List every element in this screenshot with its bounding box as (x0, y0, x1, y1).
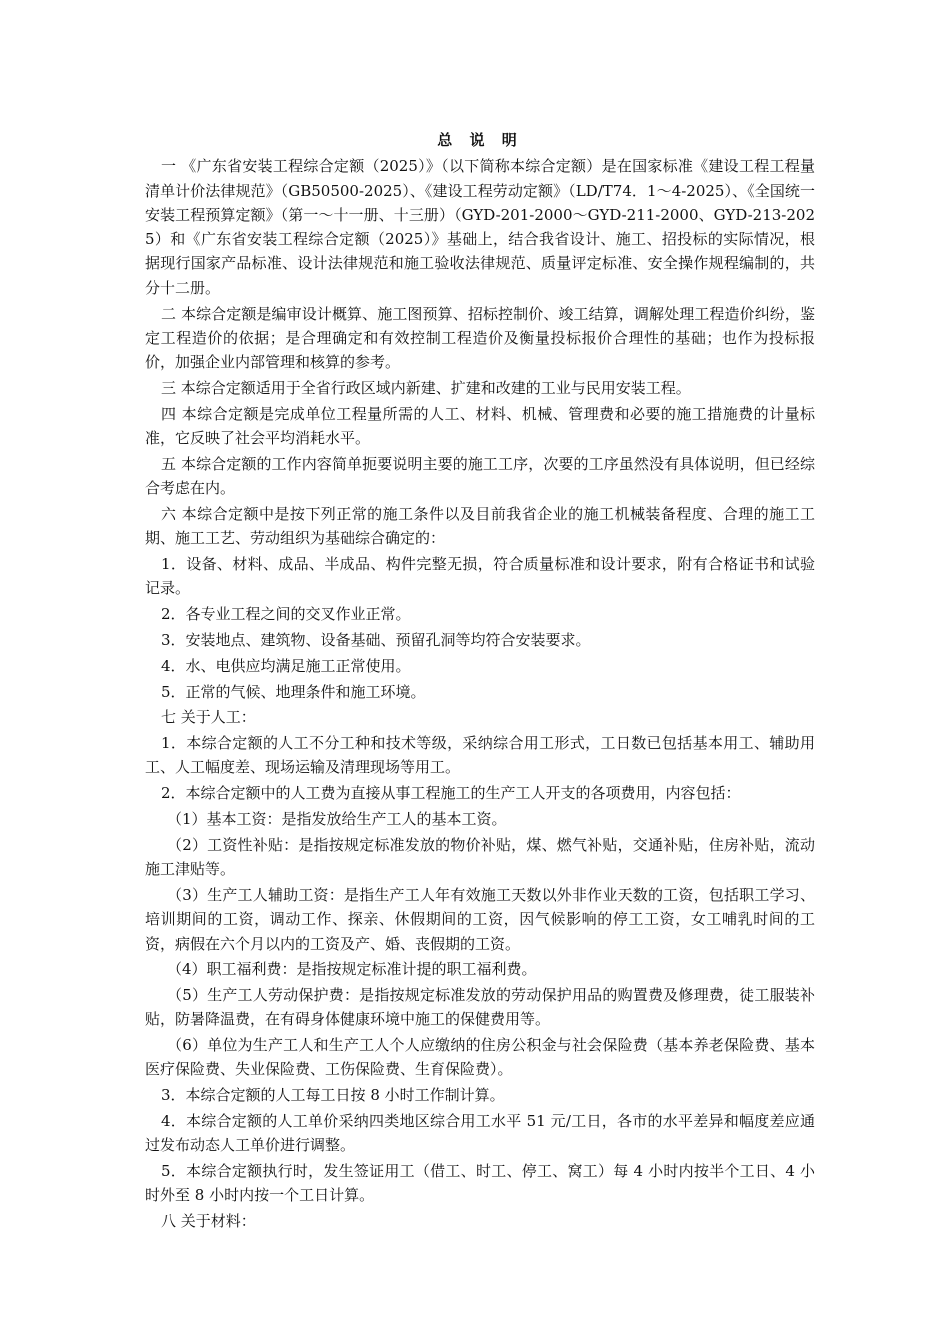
list-item-labor-2-1: （1）基本工资：是指发放给生产工人的基本工资。 (167, 810, 507, 829)
document-title: 总 说 明 (437, 131, 523, 149)
list-item-labor-2-5: （5）生产工人劳动保护费：是指按规定标准发放的劳动保护用品的购置费及修理费，徒工服装补贴，防暑降温费，在有碍身体健康环境中施工的保健费用等。 (145, 986, 815, 1029)
list-item-labor-2-6: （6）单位为生产工人和生产工人个人应缴纳的住房公积金与社会保险费（基本养老保险费、基本医疗保险费、失业保险费、工伤保险费、生育保险费）。 (145, 1036, 815, 1079)
list-item-labor-5: 5．本综合定额执行时，发生签证用工（借工、时工、停工、窝工）每 4 小时内按半个工日、4 小时外至 8 小时内按一个工日计算。 (145, 1162, 815, 1205)
list-item-labor-2-2: （2）工资性补贴：是指按规定标准发放的物价补贴，煤、燃气补贴，交通补贴，住房补贴，流动施工津贴等。 (145, 835, 815, 879)
list-item-condition-2: 2．各专业工程之间的交叉作业正常。 (161, 605, 411, 624)
list-item-condition-5: 5．正常的气候、地理条件和施工环境。 (161, 682, 426, 701)
paragraph-2: 二 本综合定额是编审设计概算、施工图预算、招标控制价、竣工结算，调解处理工程造价纠纷，鉴定工程造价的依据；是合理确定和有效控制工程造价及衡量投标报价合理性的基础；也作为投标报价，加强企业内部管理和核算的参考。 (145, 304, 815, 372)
document-page (145, 128, 815, 1235)
list-item-labor-2-3: （3）生产工人辅助工资：是指生产工人年有效施工天数以外非作业天数的工资，包括职工学习、培训期间的工资，调动工作、探亲、休假期间的工资，因气候影响的停工工资，女工哺乳时间的工资，病假在六个月以内的工资及产、婚、丧假期的工资。 (145, 885, 815, 953)
paragraph-5: 五 本综合定额的工作内容简单扼要说明主要的施工工序，次要的工序虽然没有具体说明，但已经综合考虑在内。 (145, 454, 815, 498)
list-item-labor-4: 4．本综合定额的人工单价采纳四类地区综合用工水平 51 元/工日，各市的水平差异和幅度差应通过发布动态人工单价进行调整。 (145, 1112, 815, 1155)
list-item-labor-2: 2．本综合定额中的人工费为直接从事工程施工的生产工人开支的各项费用，内容包括： (161, 784, 741, 803)
section-heading-labor: 七 关于人工： (161, 708, 256, 727)
list-item-labor-3: 3．本综合定额的人工每工日按 8 小时工作制计算。 (161, 1086, 505, 1105)
section-heading-materials: 八 关于材料： (161, 1212, 256, 1231)
paragraph-4: 四 本综合定额是完成单位工程量所需的人工、材料、机械、管理费和必要的施工措施费的计量标准，它反映了社会平均消耗水平。 (145, 404, 815, 448)
paragraph-3: 三 本综合定额适用于全省行政区域内新建、扩建和改建的工业与民用安装工程。 (161, 378, 691, 397)
list-item-labor-2-4: （4）职工福利费：是指按规定标准计提的职工福利费。 (167, 960, 537, 979)
paragraph-1: 一 《广东省安装工程综合定额（2025）》（以下简称本综合定额）是在国家标准《建设工程工程量清单计价法律规范》（GB50500-2025）、《建设工程劳动定额》（LD/T74．1～4-2025）、《全国统一安装工程预算定额》（第一～十一册、十三册）（GYD-201-2000～GYD-211-2000、GYD-213-2025）和《广东省安装工程综合定额（2025）》基础上，结合我省设计、施工、招投标的实际情况，根据现行国家产品标准、设计法律规范和施工验收法律规范、质量评定标准、安全操作规程编制的，共分十二册。 (145, 157, 815, 297)
list-item-condition-1: 1．设备、材料、成品、半成品、构件完整无损，符合质量标准和设计要求，附有合格证书和试验记录。 (145, 555, 815, 598)
list-item-condition-3: 3．安装地点、建筑物、设备基础、预留孔洞等均符合安装要求。 (161, 630, 591, 649)
paragraph-6: 六 本综合定额中是按下列正常的施工条件以及目前我省企业的施工机械装备程度、合理的施工工期、施工工艺、劳动组织为基础综合确定的： (145, 504, 815, 548)
list-item-labor-1: 1．本综合定额的人工不分工种和技术等级，采纳综合用工形式，工日数已包括基本用工、辅助用工、人工幅度差、现场运输及清理现场等用工。 (145, 734, 815, 777)
list-item-condition-4: 4．水、电供应均满足施工正常使用。 (161, 656, 411, 675)
